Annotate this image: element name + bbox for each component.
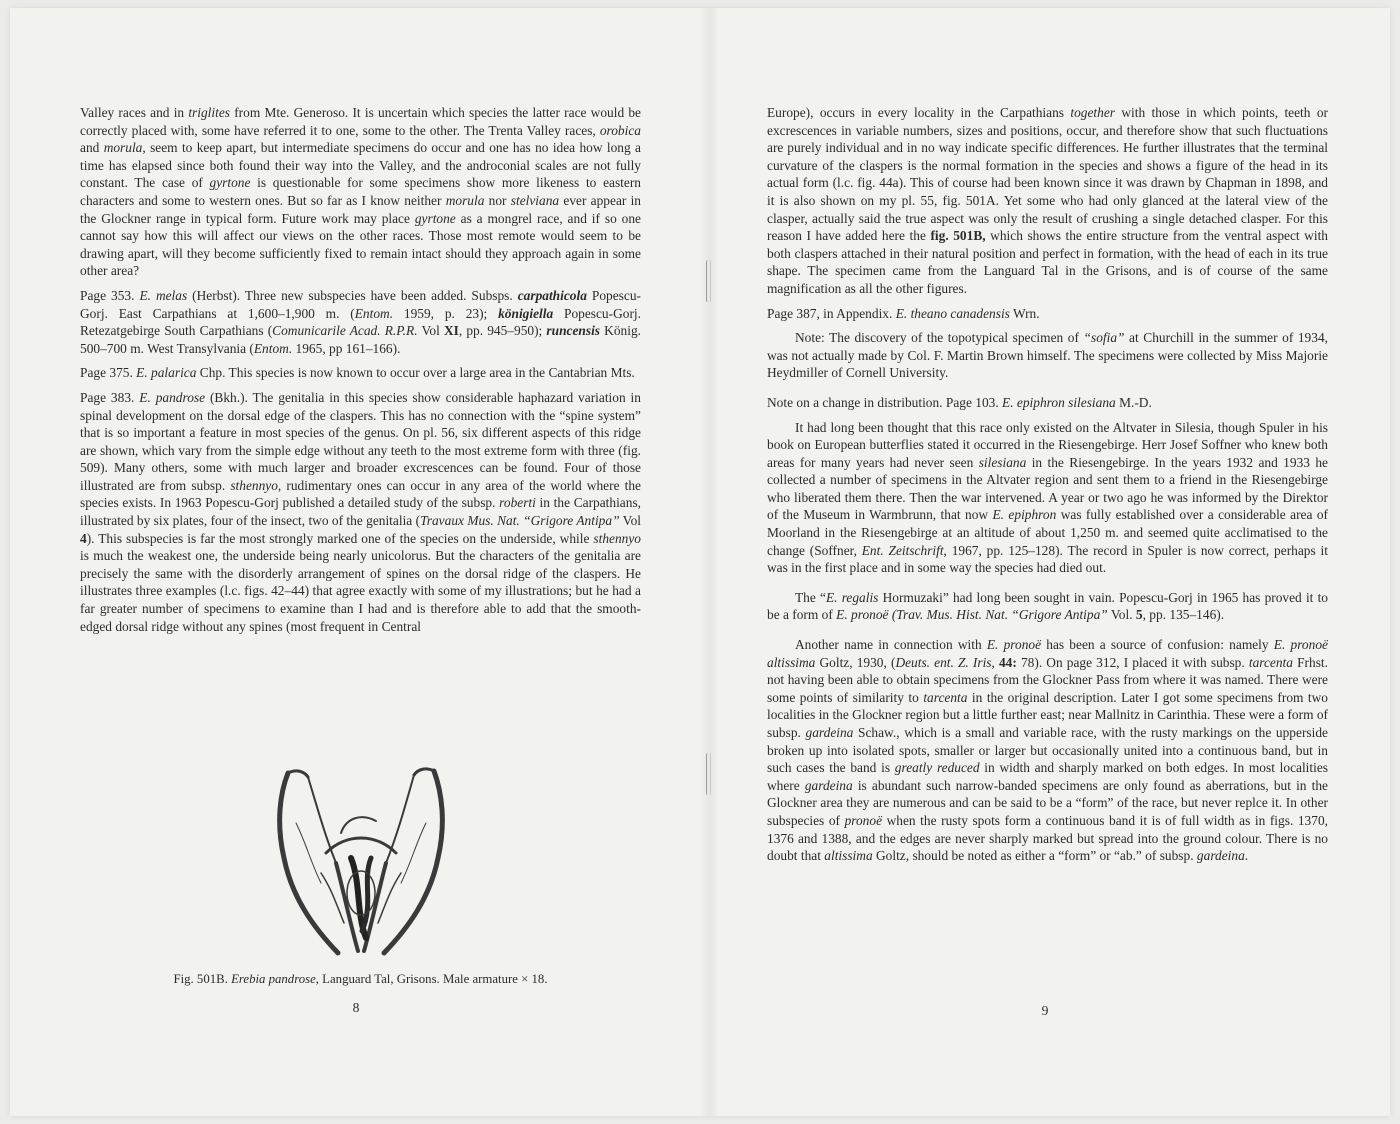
staple-top bbox=[706, 260, 711, 302]
left-page-text bbox=[80, 104, 641, 642]
right-page-text bbox=[767, 104, 1328, 872]
page-number-right: 9 bbox=[1041, 1003, 1049, 1018]
left-paragraph-4: Page 383. E. pandrose (Bkh.). The genitalia in this species show considerable haphazard variation in spinal development on the dorsal edge of the claspers. This has no connection with the “spine system” that is so important a feature in most species of the genus. On pl. 56, six different aspects of this ridge are shown, which vary from the simple edge without any teeth to the most extreme form with three (fig. 509). Many others, some with much larger and broader excrescences can be found. Four of those illustrated are from subsp. sthennyo, rudimentary ones can occur in any area of the world where the species exists. In 1963 Popescu-Gorj published a detailed study of the subsp. roberti in the Carpathians, illustrated by six plates, four of the insect, two of the genitalia (Travaux Mus. Nat. “Grigore Antipa” Vol 4). This subspecies is far the most strongly marked one of the species on the underside, while sthennyo is much the weakest one, the underside being nearly unicolorus. But the characters of the genitalia are precisely the same with the disorderly arrangement of spines on the dorsal ridge of the claspers. He illustrates three examples (l.c. figs. 42–44) that agree exactly with some of my illustrations; but he had a far greater number of specimens to examine than I had and is therefore able to add that the smooth-edged dorsal ridge without any spines (most frequent in Central bbox=[80, 389, 642, 634]
left-paragraph-3: Page 375. E. palarica Chp. This species is now known to occur over a large area in the Cantabrian Mts. bbox=[80, 365, 635, 381]
right-paragraph-7: Another name in connection with E. pronoë has been a source of confusion: namely E. pronoë altissima Goltz, 1930, (Deuts. ent. Z. Iris, 44: 78). On page 312, I placed it with subsp. tarcenta Frhst. not having been able to obtain specimens from the Glockner Pass from where it was named. There were some points of similarity to tarcenta in the original description. Later I got some specimens from two localities in the Glockner region but a little further east; near Mallnitz in Carinthia. These were a form of subsp. gardeina Schaw., which is a small and variable race, with the rusty markings on the upperside broken up into isolated spots, smaller or larger but occasionally united into a continuous band, but in such cases the band is greatly reduced in width and sharply marked on both edges. In most localities where gardeina is abundant such narrow-banded specimens are only found as aberrations, but in the Glockner area they are numerous and can be said to be a “form” of the race, but never replce it. In other subspecies of pronoë when the rusty spots form a continuous band it is of full width as in figs. 1370, 1376 and 1388, and the edges are never sharply marked but spread into the ground colour. There is no doubt that altissima Goltz, should be noted as either a “form” or “ab.” of subsp. gardeina. bbox=[767, 637, 1329, 864]
left-paragraph-1: Valley races and in triglites from Mte. Generoso. It is uncertain which species the latter race would be correctly placed with, some have referred it to one, some to the other. The Trenta Valley races, orobica and morula, seem to keep apart, but intermediate specimens do occur and one has no idea how long a time has elapsed since both found their way into the Valley, and the androconial scales are not fully constant. The case of gyrtone is questionable for some specimens show more likeness to eastern characters and some to western ones. But so far as I know neither morula nor stelviana ever appear in the Glockner range in typical form. Future work may place gyrtone as a mongrel race, and if so one cannot say how this will affect our views on the other races. Those most remote would seem to be drawing apart, will they become sufficiently fixed to remain intact should they approach again in some other area? bbox=[80, 105, 642, 279]
right-paragraph-5: It had long been thought that this race only existed on the Altvater in Silesia, though Spuler in his book on European butterflies stated it occurred in the Riesengebirge. Herr Josef Soffner who knew both areas for many years had never seen silesiana in the Riesengebirge. In the years 1932 and 1933 he collected a number of specimens in the Altvater region and sent them to a friend in the Riesengebirge who liberated them there. Then the war intervened. A year or two ago he was informed by the Direktor of the Museum in Warmbrunn, that now E. epiphron was fully established over a considerable area of Moorland in the Riesengebirge at an altitude of about 1,250 m. and seemed quite acclimatised to the change (Soffner, Ent. Zeitschrift, 1967, pp. 125–128). The record in Spuler is now correct, perhaps it was in the first place and in some way the species had died out. bbox=[767, 419, 1328, 576]
page-number-left: 8 bbox=[352, 1000, 360, 1015]
right-paragraph-2: Page 387, in Appendix. E. theano canadensis Wrn. bbox=[767, 305, 1040, 321]
right-paragraph-4: Note on a change in distribution. Page 103. E. epiphron silesiana M.-D. bbox=[767, 394, 1152, 410]
figure-caption: Fig. 501B. Erebia pandrose, Languard Tal, Grisons. Male armature × 18. bbox=[173, 972, 548, 986]
book-gutter bbox=[700, 8, 720, 1116]
staple-bottom bbox=[706, 753, 711, 795]
right-paragraph-6: The “E. regalis Hormuzaki” had long been sought in vain. Popescu-Gorj in 1965 has proved it to be a form of E. pronoë (Trav. Mus. Hist. Nat. “Grigore Antipa” Vol. 5, pp. 135–146). bbox=[767, 589, 1329, 623]
genitalia-figure bbox=[266, 763, 456, 963]
left-paragraph-2: Page 353. E. melas (Herbst). Three new subspecies have been added. Subsps. carpathicola Popescu-Gorj. East Carpathians at 1,600–1,900 m. (Entom. 1959, p. 23); königiella Popescu-Gorj. Retezatgebirge South Carpathians (Comunicarile Acad. R.P.R. Vol XI, pp. 945–950); runcensis König. 500–700 m. West Transylvania (Entom. 1965, pp 161–166). bbox=[80, 287, 641, 356]
right-paragraph-1: Europe), occurs in every locality in the Carpathians together with those in which points, teeth or excrescences in variable numbers, sizes and positions, occur, and therefore show that such fluctuations are purely individual and in no way indicate specific differences. He further illustrates that the terminal curvature of the claspers is the normal formation in the species and shows a figure of the head in its actual form (l.c. fig. 44a). This of course had been known since it was drawn by Chapman in 1898, and it is also shown on my pl. 55, fig. 501A. Yet some who had only glanced at the lateral view of the clasper, actually said the true aspect was only the result of crushing a single detached clasper. For this reason I have added here the fig. 501B, which shows the entire structure from the ventral aspect with both claspers attached in their natural position and perfect in formation, with the head of each in its true shape. The specimen came from the Languard Tal in the Grisons, and is of course of the same magnification as all the other figures. bbox=[767, 105, 1328, 296]
right-paragraph-3: Note: The discovery of the topotypical specimen of “sofia” at Churchill in the summer of 1934, was not actually made by Col. F. Martin Brown himself. The specimens were collected by Miss Majorie Heydmiller of Cornell University. bbox=[767, 330, 1328, 381]
